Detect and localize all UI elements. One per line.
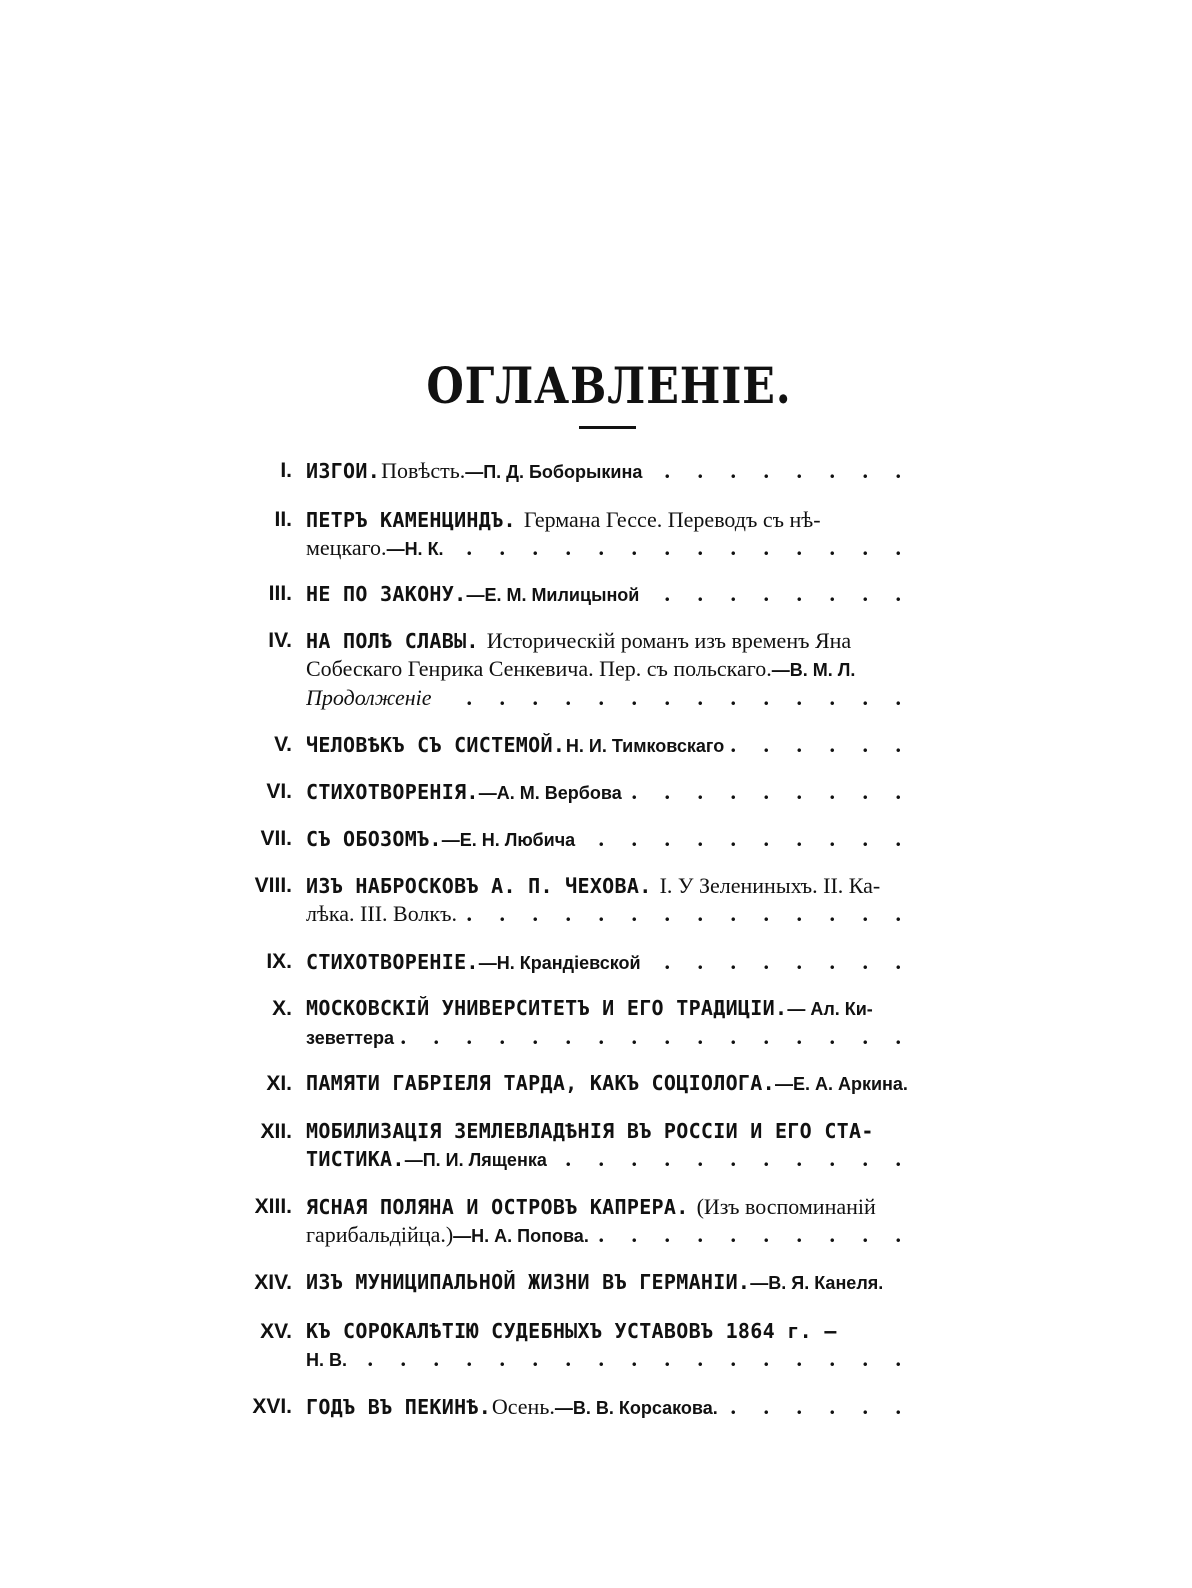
entry-number: II.	[274, 508, 292, 531]
dot-leader	[645, 580, 912, 607]
entry-number: XVI.	[252, 1395, 292, 1418]
entry-number: XII.	[260, 1120, 292, 1143]
entry-number: XV.	[260, 1320, 292, 1343]
entry-description: Повѣсть.	[381, 458, 466, 483]
toc-entry-4	[250, 627, 912, 711]
entry-number: XIV.	[254, 1271, 292, 1294]
entry-author: —П. И. Лященка	[404, 1150, 547, 1170]
entry-author: Н. И. Тимковскаго	[565, 736, 725, 756]
toc-entry-13	[250, 1193, 912, 1250]
entry-author: —Е. Н. Любича	[441, 830, 576, 850]
entry-author: —А. М. Вербова	[478, 783, 622, 803]
entry-title: КЪ СОРОКАЛѢТІЮ СУДЕБНЫХЪ УСТАВОВЪ 1864 г. —	[306, 1319, 837, 1343]
toc-entry-1	[250, 457, 912, 486]
entry-author: —Н. А. Попова.	[453, 1226, 589, 1246]
entry-title: ЯСНАЯ ПОЛЯНА И ОСТРОВЪ КАПРЕРА.	[306, 1195, 689, 1219]
entry-description: мецкаго.	[306, 535, 387, 560]
dot-leader	[450, 534, 912, 561]
entry-number: IV.	[268, 629, 292, 652]
entry-description: (Изъ воспоминаній	[696, 1194, 876, 1219]
entry-author: —Н. Крандіевской	[478, 953, 641, 973]
entry-title: СЪ ОБОЗОМЪ.	[306, 827, 442, 851]
toc-entry-16	[250, 1393, 912, 1422]
dot-leader	[553, 1145, 912, 1172]
entry-author: — Ал. Ки-	[787, 999, 873, 1019]
dot-leader	[724, 1393, 912, 1420]
entry-title: ПАМЯТИ ГАБРІЕЛЯ ТАРДА, КАКЪ СОЦІОЛОГА.	[306, 1071, 775, 1095]
entry-description: I. У Зелениныхъ. II. Ка-	[659, 873, 881, 898]
entry-title: ЧЕЛОВѢКЪ СЪ СИСТЕМОЙ.	[306, 733, 566, 757]
toc-entry-14	[250, 1269, 912, 1297]
entry-description: гарибальдійца.)	[306, 1222, 454, 1247]
toc-entry-3	[250, 580, 912, 609]
toc-entry-2	[250, 506, 912, 563]
entry-title: СТИХОТВОРЕНІЯ.	[306, 780, 479, 804]
entry-author: —В. Я. Канеля.	[750, 1273, 884, 1293]
entry-author: —П. Д. Боборыкина	[465, 462, 643, 482]
entry-title: ПЕТРЪ КАМЕНЦИНДЪ.	[306, 508, 516, 532]
entry-title: ИЗГОИ.	[306, 459, 381, 483]
entry-title: ИЗЪ МУНИЦИПАЛЬНОЙ ЖИЗНИ ВЪ ГЕРМАНІИ.	[306, 1270, 751, 1294]
dot-leader	[595, 1221, 912, 1248]
dot-leader	[648, 457, 912, 484]
entry-description: Историческій романъ изъ временъ Яна	[486, 628, 852, 653]
dot-leader	[463, 900, 912, 927]
entry-number: VII.	[260, 827, 292, 850]
entry-description: Осень.	[491, 1394, 555, 1419]
dot-leader	[628, 778, 912, 805]
entry-author: —Е. А. Аркина.	[774, 1074, 908, 1094]
entry-description: лѣка. III. Волкъ.	[306, 901, 457, 926]
dot-leader	[581, 825, 912, 852]
entry-number: XIII.	[254, 1195, 292, 1218]
entry-number: XI.	[266, 1072, 292, 1095]
dot-leader	[730, 731, 912, 758]
entry-number: VIII.	[254, 874, 292, 897]
entry-description: Германа Гессе. Переводъ съ нѣ-	[523, 507, 821, 532]
entry-title: ГОДЪ ВЪ ПЕКИНѢ.	[306, 1395, 492, 1419]
entry-title: МОСКОВСКІЙ УНИВЕРСИТЕТЪ И ЕГО ТРАДИЦІИ.	[306, 996, 788, 1020]
entry-author: зеветтера	[306, 1028, 394, 1048]
entry-description: Собескаго Генрика Сенкевича. Пер. съ польскаго.	[306, 656, 772, 681]
entry-note: Продолженіе	[306, 685, 432, 710]
toc-entry-6	[250, 778, 912, 807]
entry-author: —Е. М. Милицыной	[466, 585, 640, 605]
toc-entry-9	[250, 948, 912, 977]
toc-entry-11	[250, 1070, 912, 1098]
entry-author: —Н. К.	[386, 539, 444, 559]
entry-title: МОБИЛИЗАЦІЯ ЗЕМЛЕВЛАДѢНІЯ ВЪ РОССІИ И ЕГО СТА-	[306, 1119, 874, 1143]
entry-number: X.	[272, 997, 292, 1020]
entry-author: —В. М. Л.	[771, 660, 856, 680]
page-title: ОГЛАВЛЕНІЕ.	[426, 356, 792, 415]
entry-title: НЕ ПО ЗАКОНУ.	[306, 582, 467, 606]
entry-title: СТИХОТВОРЕНІЕ.	[306, 950, 479, 974]
toc-entry-5	[250, 731, 912, 760]
title-divider	[579, 426, 636, 429]
entry-number: V.	[274, 733, 292, 756]
dot-leader	[438, 684, 912, 711]
toc-entry-15	[250, 1318, 912, 1374]
dot-leader	[647, 948, 912, 975]
entry-author: —В. В. Корсакова.	[554, 1398, 718, 1418]
toc-entry-7	[250, 825, 912, 854]
entry-title: ИЗЪ НАБРОСКОВЪ А. П. ЧЕХОВА.	[306, 874, 652, 898]
dot-leader	[400, 1023, 912, 1050]
entry-number: VI.	[266, 780, 292, 803]
entry-title: ТИСТИКА.	[306, 1147, 405, 1171]
entry-number: IX.	[266, 950, 292, 973]
toc-entry-12	[250, 1118, 912, 1174]
entry-number: I.	[280, 459, 292, 482]
toc-entry-8	[250, 872, 912, 927]
entry-title: НА ПОЛѢ СЛАВЫ.	[306, 629, 479, 653]
entry-number: III.	[268, 582, 292, 605]
entry-author: Н. В.	[306, 1350, 348, 1370]
dot-leader	[353, 1345, 912, 1372]
toc-entry-10	[250, 995, 912, 1052]
